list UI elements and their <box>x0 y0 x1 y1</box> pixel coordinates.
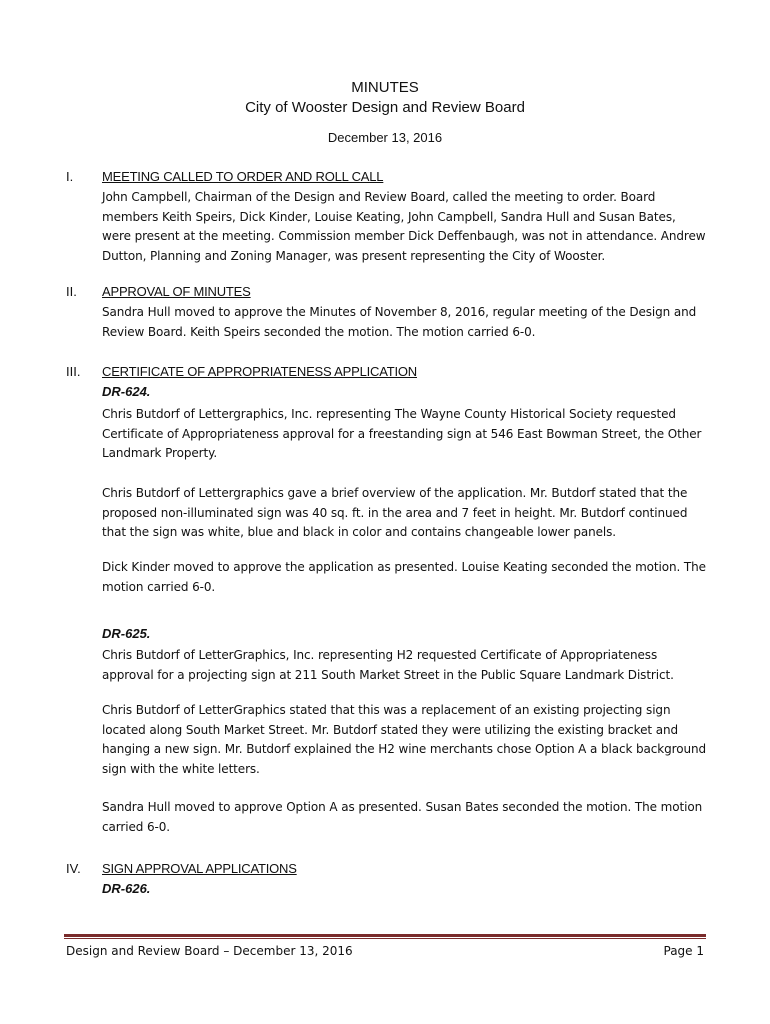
footer-rule-thin <box>64 938 706 939</box>
item-body <box>102 484 706 543</box>
footer-rule <box>64 934 706 937</box>
section-numeral: III. <box>66 364 81 379</box>
paragraph: Chris Butdorf of Lettergraphics, Inc. representing The Wayne County Historical Society requested Certificate of Appropriateness approval for a freestanding sign at 546 East Bowman Street, the Other Landmark Property. <box>102 407 702 460</box>
section-heading: SIGN APPROVAL APPLICATIONS <box>102 861 297 876</box>
document-subtitle: City of Wooster Design and Review Board <box>245 99 525 116</box>
paragraph: John Campbell, Chairman of the Design and Review Board, called the meeting to order. Board members Keith Speirs, Dick Kinder, Louise Keating, John Campbell, Sandra Hull and Susan Bates, were present at the meeting. Commission member Dick Deffenbaugh, was not in attendance. Andrew Dutton, Planning and Zoning Manager, was present representing the City of Wooster. <box>102 190 706 263</box>
section-numeral: II. <box>66 284 77 299</box>
paragraph: Chris Butdorf of LetterGraphics, Inc. representing H2 requested Certificate of Appropriateness approval for a projecting sign at 211 South Market Street in the Public Square Landmark District. <box>102 648 674 682</box>
section-heading: MEETING CALLED TO ORDER AND ROLL CALL <box>102 169 384 184</box>
paragraph: Chris Butdorf of LetterGraphics stated that this was a replacement of an existing projecting sign located along South Market Street. Mr. Butdorf stated they were utilizing the existing bracket and hanging a new sign. Mr. Butdorf explained the H2 wine merchants chose Option A a black background sign with the white letters. <box>102 703 706 776</box>
item-title-dr-625: DR-625. <box>102 626 151 641</box>
item-body <box>102 405 706 464</box>
item-body <box>102 646 706 685</box>
document-date: December 13, 2016 <box>327 130 443 145</box>
section-body <box>102 188 706 266</box>
section-heading: APPROVAL OF MINUTES <box>102 284 251 299</box>
page-number: Page 1 <box>663 944 704 958</box>
paragraph: Sandra Hull moved to approve Option A as presented. Susan Bates seconded the motion. The motion carried 6-0. <box>102 800 703 834</box>
section-numeral: IV. <box>66 861 81 876</box>
footer-title: Design and Review Board – December 13, 2016 <box>66 944 353 958</box>
item-body <box>102 798 706 837</box>
paragraph: Dick Kinder moved to approve the application as presented. Louise Keating seconded the motion. The motion carried 6-0. <box>102 560 706 594</box>
document-title: MINUTES <box>351 79 419 96</box>
section-numeral: I. <box>66 169 74 184</box>
paragraph: Chris Butdorf of Lettergraphics gave a brief overview of the application. Mr. Butdorf stated that the proposed non-illuminated sign was 40 sq. ft. in the area and 7 feet in height. Mr. Butdorf continued that the sign was white, blue and black in color and contains changeable lower panels. <box>102 486 688 539</box>
item-body <box>102 558 706 597</box>
section-heading: CERTIFICATE OF APPROPRIATENESS APPLICATION <box>102 364 417 379</box>
item-body <box>102 701 706 779</box>
paragraph: Sandra Hull moved to approve the Minutes of November 8, 2016, regular meeting of the Design and Review Board. Keith Speirs seconded the motion. The motion carried 6-0. <box>102 305 697 339</box>
item-title-dr-626: DR-626. <box>102 881 151 896</box>
section-body <box>102 303 706 342</box>
item-title-dr-624: DR-624. <box>102 384 151 399</box>
